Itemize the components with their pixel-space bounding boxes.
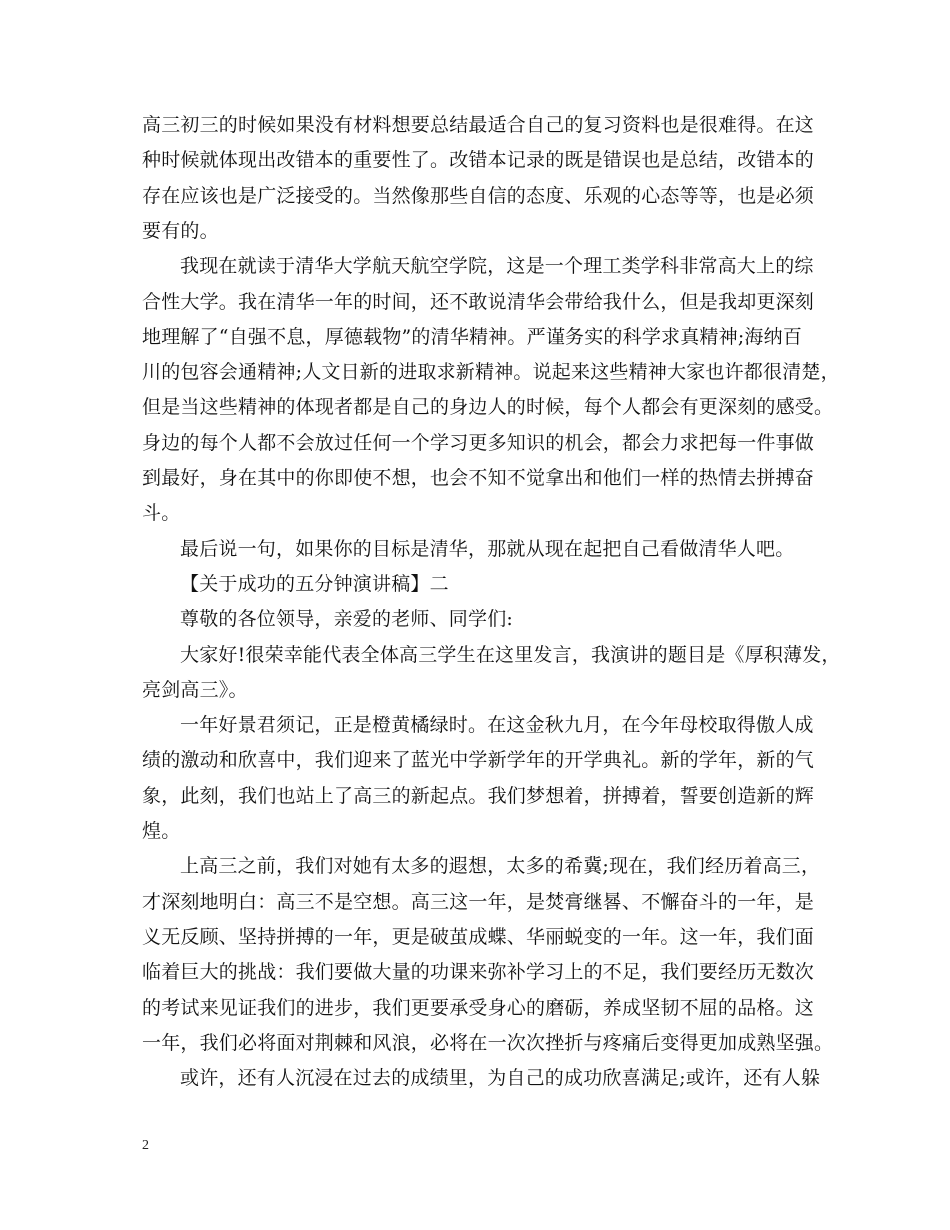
text-line: 身边的每个人都不会放过任何一个学习更多知识的机会，都会力求把每一件事做 <box>142 431 815 454</box>
text-line: 川的包容会通精神;人文日新的进取求新精神。说起来这些精神大家也许都很清楚， <box>142 361 840 384</box>
text-line: 大家好!很荣幸能代表全体高三学生在这里发言，我演讲的题目是《厚积薄发， <box>180 643 841 666</box>
text-line: 绩的激动和欣喜中，我们迎来了蓝光中学新学年的开学典礼。新的学年，新的气 <box>142 749 815 772</box>
text-line: 上高三之前，我们对她有太多的遐想，太多的希冀;现在，我们经历着高三， <box>180 855 821 878</box>
text-line: 煌。 <box>142 820 181 842</box>
text-line: 一年，我们必将面对荆棘和风浪，必将在一次次挫折与疼痛后变得更加成熟坚强。 <box>142 1031 834 1054</box>
text-line: 斗。 <box>142 502 181 525</box>
text-line: 要有的。 <box>142 219 219 242</box>
text-line: 种时候就体现出改错本的重要性了。改错本记录的既是错误也是总结，改错本的 <box>142 149 815 172</box>
text-line: 存在应该也是广泛接受的。当然像那些自信的态度、乐观的心态等等，也是必须 <box>142 184 815 207</box>
text-line: 我现在就读于清华大学航天航空学院，这是一个理工类学科非常高大上的综 <box>180 255 814 278</box>
text-line: 或许，还有人沉浸在过去的成绩里，为自己的成功欣喜满足;或许，还有人躲 <box>180 1067 821 1090</box>
text-line: 才深刻地明白：高三不是空想。高三这一年，是焚膏继晷、不懈奋斗的一年，是 <box>142 890 815 913</box>
text-line: 地理解了“自强不息，厚德载物”的清华精神。严谨务实的科学求真精神;海纳百 <box>142 325 803 348</box>
text-line: 象，此刻，我们也站上了高三的新起点。我们梦想着，拼搏着，誓要创造新的辉 <box>142 784 815 807</box>
text-line: 临着巨大的挑战：我们要做大量的功课来弥补学习上的不足，我们要经历无数次 <box>142 961 815 984</box>
text-line: 的考试来见证我们的进步，我们更要承受身心的磨砺，养成坚韧不屈的品格。这 <box>142 996 815 1019</box>
page-number: 2 <box>142 1138 149 1153</box>
text-line: 义无反顾、坚持拼搏的一年，更是破茧成蝶、华丽蜕变的一年。这一年，我们面 <box>142 925 815 948</box>
text-line: 到最好，身在其中的你即使不想，也会不知不觉拿出和他们一样的热情去拼搏奋 <box>142 467 815 489</box>
text-line: 合性大学。我在清华一年的时间，还不敢说清华会带给我什么，但是我却更深刻 <box>142 290 815 313</box>
text-line: 高三初三的时候如果没有材料想要总结最适合自己的复习资料也是很难得。在这 <box>142 114 815 136</box>
text-line: 尊敬的各位领导，亲爱的老师、同学们: <box>180 608 514 631</box>
text-line: 亮剑高三》。 <box>142 678 248 701</box>
text-line: 但是当这些精神的体现者都是自己的身边人的时候，每个人都会有更深刻的感受。 <box>142 396 834 419</box>
text-line: 【关于成功的五分钟演讲稿】二 <box>180 572 449 595</box>
text-line: 最后说一句，如果你的目标是清华，那就从现在起把自己看做清华人吧。 <box>180 537 795 560</box>
text-line: 一年好景君须记，正是橙黄橘绿时。在这金秋九月，在今年母校取得傲人成 <box>180 714 814 737</box>
